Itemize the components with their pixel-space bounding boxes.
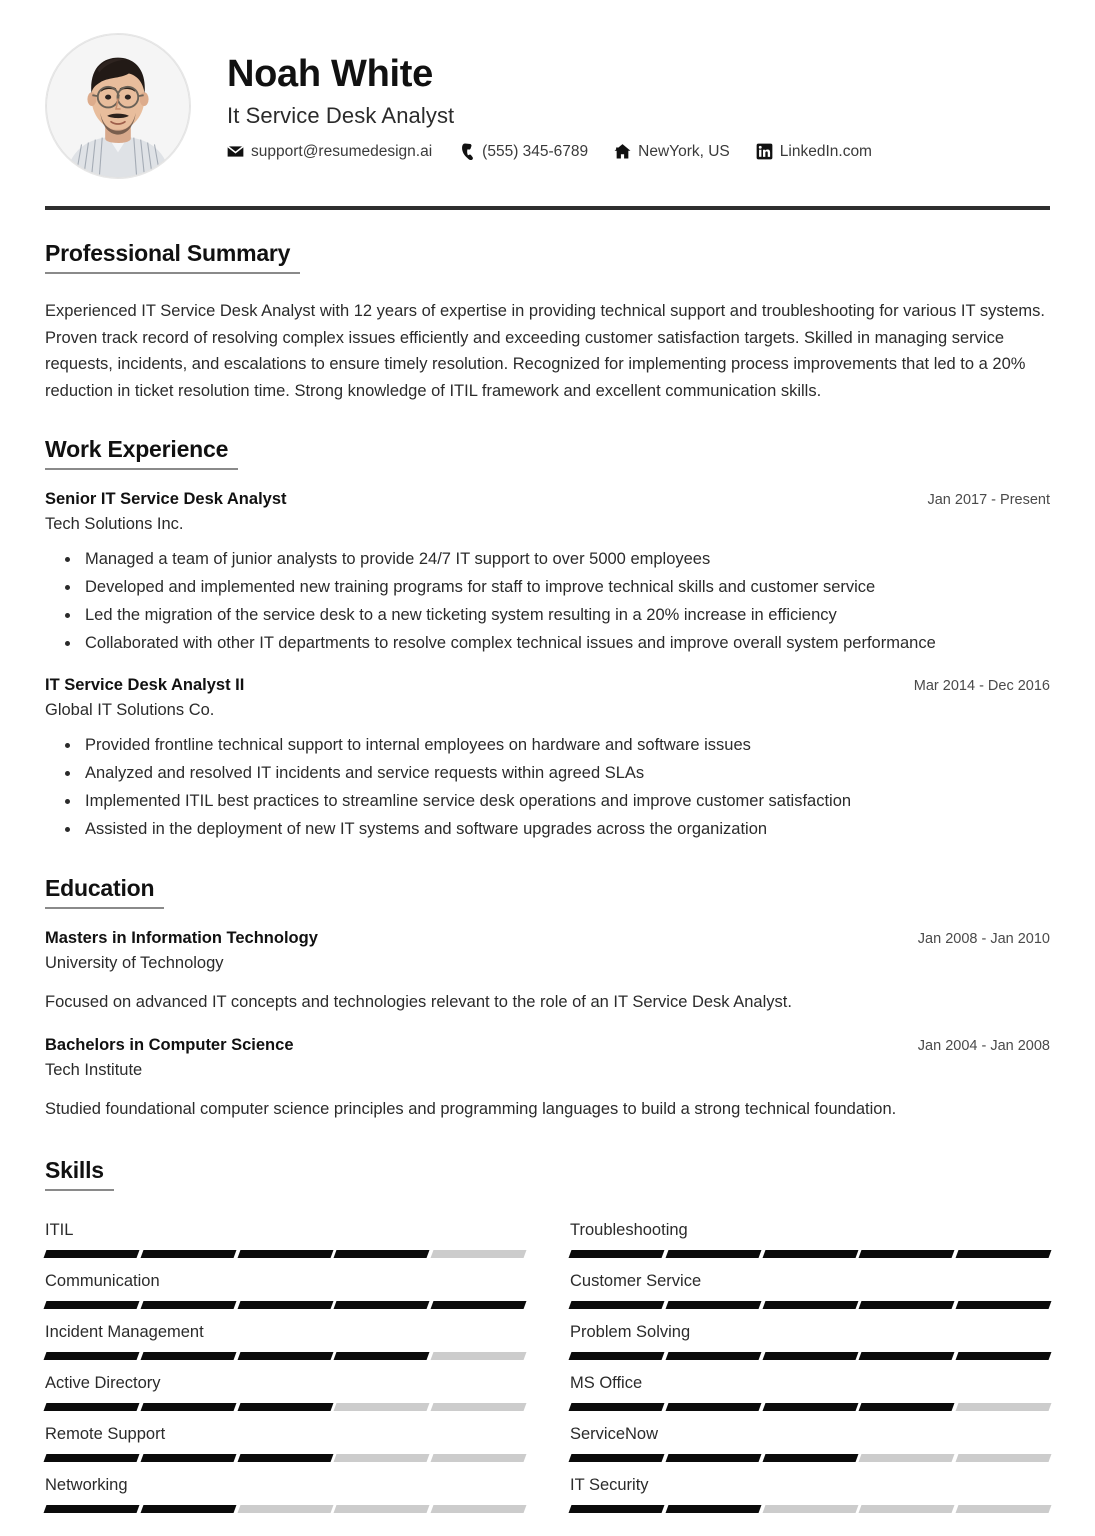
summary-text: Experienced IT Service Desk Analyst with 12 years of expertise in providing technical support and troubleshooting for various IT systems. Proven track record of resolving complex issues efficiently and exceeding customer satisfaction targets. Skilled in managing service requests, incidents, and escalations to ensure timely resolution. Recognized for implementing process improvements that led to a 20% reduction in ticket resolution time. Strong knowledge of ITIL framework and excellent communication skills.: [45, 302, 1045, 401]
skill-level-segment: [956, 1301, 1052, 1309]
skill-level-segment: [431, 1352, 527, 1360]
skill-name: Troubleshooting: [570, 1221, 688, 1240]
work-entry-title: Senior IT Service Desk Analyst: [45, 489, 287, 508]
skill-level-segment: [140, 1301, 236, 1309]
skill-level-segment: [431, 1301, 527, 1309]
skill-level-segment: [859, 1352, 955, 1360]
skill-level-segment: [44, 1403, 140, 1411]
skill-item: [570, 1466, 1050, 1517]
resume-header: [45, 0, 1050, 179]
education-entry-date: Jan 2008 - Jan 2010: [917, 931, 1050, 948]
skill-level-segment: [44, 1454, 140, 1462]
skill-item: [45, 1211, 525, 1262]
avatar: [45, 33, 191, 179]
contact-phone-text: (555) 345-6789: [482, 142, 589, 160]
skill-level-segment: [237, 1352, 333, 1360]
section-skills: [45, 1157, 1050, 1517]
skill-item: [45, 1364, 525, 1415]
skill-level-segment: [44, 1505, 140, 1513]
skill-level-segment: [569, 1301, 665, 1309]
work-entry-bullets: [45, 546, 1050, 656]
skill-level-segment: [431, 1454, 527, 1462]
page-title: Noah White: [227, 53, 433, 96]
skill-name: IT Security: [570, 1476, 649, 1495]
skill-level-bar: [45, 1352, 525, 1360]
list-item: • Collaborated with other IT departments to resolve complex technical issues and improve overall system performance: [81, 630, 1050, 656]
list-item: • Developed and implemented new training programs for staff to improve technical skills and customer service: [81, 574, 1050, 600]
list-item: • Provided frontline technical support to internal employees on hardware and software issues: [81, 732, 1050, 758]
work-entry-org: Tech Solutions Inc.: [45, 514, 184, 533]
skill-level-segment: [237, 1301, 333, 1309]
contact-row: [227, 143, 872, 161]
education-entry-desc: Studied foundational computer science principles and programming languages to build a strong technical foundation.: [45, 1099, 897, 1118]
envelope-icon: [227, 143, 244, 160]
skill-level-bar: [45, 1505, 525, 1513]
contact-phone[interactable]: [458, 143, 588, 161]
work-entry-date: Jan 2017 - Present: [927, 491, 1050, 508]
skill-level-segment: [431, 1250, 527, 1258]
skill-level-segment: [956, 1250, 1052, 1258]
education-entry-head: [45, 929, 1050, 948]
skill-level-segment: [569, 1250, 665, 1258]
skill-item: [570, 1211, 1050, 1262]
section-work-experience: [45, 436, 1050, 843]
skill-name: Communication: [45, 1272, 160, 1291]
skill-level-segment: [569, 1454, 665, 1462]
phone-icon: [458, 143, 475, 160]
skill-level-segment: [140, 1250, 236, 1258]
work-entry-org: Global IT Solutions Co.: [45, 701, 215, 720]
education-entry-date: Jan 2004 - Jan 2008: [917, 1037, 1050, 1054]
skill-item: [570, 1415, 1050, 1466]
skill-level-bar: [570, 1403, 1050, 1411]
work-entry-date: Mar 2014 - Dec 2016: [913, 678, 1050, 695]
section-title-work: Work Experience: [45, 436, 238, 470]
work-entry-bullets: [45, 732, 1050, 842]
education-entry: [45, 929, 1050, 1015]
skill-level-bar: [45, 1454, 525, 1462]
skill-level-segment: [431, 1505, 527, 1513]
list-item: • Implemented ITIL best practices to streamline service desk operations and improve customer satisfaction: [81, 788, 1050, 814]
contact-location-text: NewYork, US: [638, 142, 730, 160]
skill-level-segment: [665, 1403, 761, 1411]
skill-level-segment: [665, 1454, 761, 1462]
education-entry-desc: Focused on advanced IT concepts and technologies relevant to the role of an IT Service Desk Analyst.: [45, 993, 792, 1012]
skill-level-segment: [762, 1301, 858, 1309]
work-entry: [45, 676, 1050, 842]
education-entry-org: University of Technology: [45, 954, 224, 973]
profile-photo-icon: [46, 34, 190, 178]
skill-level-segment: [237, 1454, 333, 1462]
skill-level-segment: [140, 1403, 236, 1411]
skill-level-segment: [334, 1352, 430, 1360]
skill-level-segment: [762, 1250, 858, 1258]
education-entry-title: Masters in Information Technology: [45, 929, 318, 948]
skill-level-segment: [569, 1403, 665, 1411]
skill-level-segment: [334, 1505, 430, 1513]
skill-level-segment: [237, 1250, 333, 1258]
skill-level-segment: [859, 1250, 955, 1258]
skill-item: [45, 1313, 525, 1364]
skill-name: ITIL: [45, 1221, 74, 1240]
home-icon: [614, 143, 631, 160]
contact-email[interactable]: [227, 143, 432, 161]
skill-item: [570, 1313, 1050, 1364]
skill-name: Problem Solving: [570, 1323, 691, 1342]
skill-level-segment: [762, 1403, 858, 1411]
skill-level-segment: [762, 1454, 858, 1462]
education-entry-org: Tech Institute: [45, 1060, 143, 1079]
section-title-summary: Professional Summary: [45, 240, 300, 274]
header-divider: [45, 206, 1050, 210]
skill-level-segment: [859, 1301, 955, 1309]
skill-level-segment: [237, 1505, 333, 1513]
skill-level-segment: [334, 1403, 430, 1411]
skill-level-bar: [570, 1352, 1050, 1360]
contact-linkedin[interactable]: [756, 143, 872, 161]
skill-level-bar: [45, 1403, 525, 1411]
skill-level-segment: [762, 1352, 858, 1360]
skill-level-segment: [665, 1505, 761, 1513]
skill-level-bar: [570, 1301, 1050, 1309]
skill-level-bar: [45, 1250, 525, 1258]
work-entry: [45, 490, 1050, 656]
work-entry-head: [45, 676, 1050, 695]
skill-name: Active Directory: [45, 1374, 161, 1393]
skill-item: [45, 1262, 525, 1313]
skill-level-segment: [859, 1403, 955, 1411]
skill-level-segment: [44, 1301, 140, 1309]
skill-level-segment: [859, 1505, 955, 1513]
section-title-skills: Skills: [45, 1157, 114, 1191]
skill-level-segment: [140, 1505, 236, 1513]
skill-level-segment: [140, 1454, 236, 1462]
section-title-education: Education: [45, 875, 164, 909]
skill-name: MS Office: [570, 1374, 643, 1393]
work-entry-head: [45, 490, 1050, 509]
skill-level-segment: [665, 1352, 761, 1360]
skill-level-segment: [956, 1403, 1052, 1411]
skill-level-bar: [570, 1505, 1050, 1513]
skill-name: Customer Service: [570, 1272, 702, 1291]
skill-level-segment: [859, 1454, 955, 1462]
skill-item: [570, 1364, 1050, 1415]
skill-item: [570, 1262, 1050, 1313]
job-title: It Service Desk Analyst: [227, 102, 455, 128]
skill-level-segment: [44, 1250, 140, 1258]
skill-level-segment: [956, 1454, 1052, 1462]
skill-level-segment: [762, 1505, 858, 1513]
skill-level-segment: [569, 1505, 665, 1513]
header-text-block: [215, 51, 872, 161]
skill-level-segment: [334, 1454, 430, 1462]
skill-level-segment: [237, 1403, 333, 1411]
linkedin-icon: [756, 143, 773, 160]
skill-name: Remote Support: [45, 1425, 166, 1444]
skill-level-segment: [569, 1352, 665, 1360]
skill-level-bar: [570, 1250, 1050, 1258]
skill-level-segment: [334, 1301, 430, 1309]
skill-level-bar: [45, 1301, 525, 1309]
contact-linkedin-text: LinkedIn.com: [779, 142, 872, 160]
contact-location[interactable]: [614, 143, 730, 161]
skill-name: Networking: [45, 1476, 128, 1495]
skill-name: ServiceNow: [570, 1425, 659, 1444]
skill-level-segment: [665, 1250, 761, 1258]
skill-name: Incident Management: [45, 1323, 204, 1342]
skill-level-segment: [334, 1250, 430, 1258]
skill-level-bar: [570, 1454, 1050, 1462]
section-education: [45, 875, 1050, 1122]
skill-level-segment: [665, 1301, 761, 1309]
skill-level-segment: [44, 1352, 140, 1360]
skill-level-segment: [431, 1403, 527, 1411]
list-item: • Assisted in the deployment of new IT systems and software upgrades across the organization: [81, 816, 1050, 842]
list-item: • Led the migration of the service desk to a new ticketing system resulting in a 20% increase in efficiency: [81, 602, 1050, 628]
work-entry-title: IT Service Desk Analyst II: [45, 676, 245, 695]
skill-level-segment: [956, 1352, 1052, 1360]
list-item: • Analyzed and resolved IT incidents and service requests within agreed SLAs: [81, 760, 1050, 786]
contact-email-text: support@resumedesign.ai: [251, 142, 433, 160]
skills-grid: [45, 1211, 1050, 1517]
education-entry-head: [45, 1036, 1050, 1055]
education-entry: [45, 1036, 1050, 1122]
skill-item: [45, 1415, 525, 1466]
skill-level-segment: [956, 1505, 1052, 1513]
section-professional-summary: [45, 240, 1050, 405]
list-item: • Managed a team of junior analysts to provide 24/7 IT support to over 5000 employees: [81, 546, 1050, 572]
education-entry-title: Bachelors in Computer Science: [45, 1035, 294, 1054]
skill-level-segment: [140, 1352, 236, 1360]
skill-item: [45, 1466, 525, 1517]
